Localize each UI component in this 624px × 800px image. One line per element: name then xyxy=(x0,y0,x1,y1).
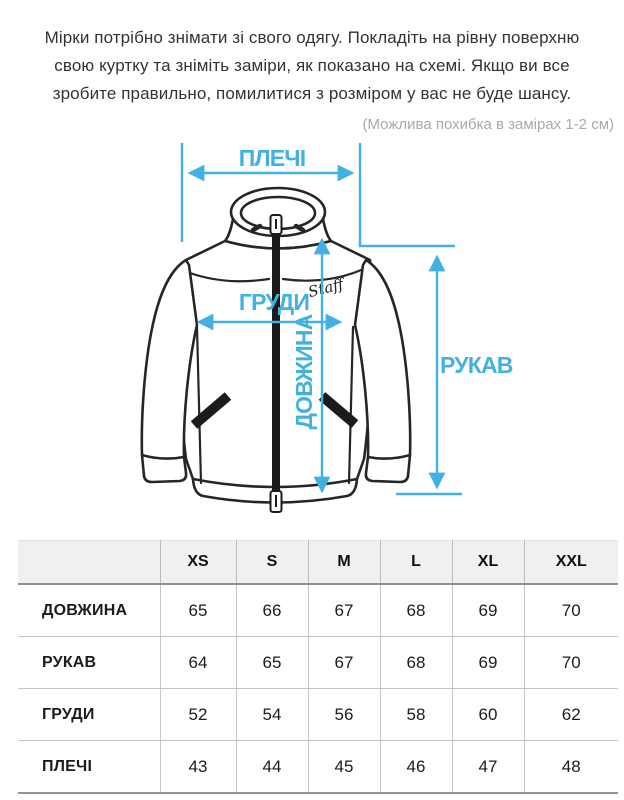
size-table-row-length xyxy=(18,584,618,637)
size-cell: 58 xyxy=(380,689,452,741)
size-cell: 44 xyxy=(236,741,308,794)
size-column-header: L xyxy=(380,541,452,585)
size-cell: 47 xyxy=(452,741,524,794)
size-column-header: M xyxy=(308,541,380,585)
size-table-row-chest xyxy=(18,689,618,741)
intro-line: зробите правильно, помилитися з розміром у вас не буде шансу. xyxy=(52,84,572,103)
jacket-measurement-diagram xyxy=(0,139,624,535)
size-cell: 65 xyxy=(160,584,236,637)
size-column-header: XS xyxy=(160,541,236,585)
size-cell: 64 xyxy=(160,637,236,689)
measurement-row-label: РУКАВ xyxy=(18,637,160,689)
size-cell: 70 xyxy=(524,584,618,637)
size-cell: 46 xyxy=(380,741,452,794)
size-table-corner-cell xyxy=(18,541,160,585)
size-cell: 56 xyxy=(308,689,380,741)
size-cell: 68 xyxy=(380,637,452,689)
size-cell: 66 xyxy=(236,584,308,637)
size-cell: 43 xyxy=(160,741,236,794)
size-table-row-sleeve xyxy=(18,637,618,689)
zipper-tape xyxy=(272,232,280,491)
measurement-row-label: ДОВЖИНА xyxy=(42,601,128,619)
size-column-header: XL xyxy=(452,541,524,585)
measurement-row-label: ПЛЕЧІ xyxy=(18,741,160,794)
label-sleeve: РУКАВ xyxy=(440,352,513,378)
size-cell: 68 xyxy=(380,584,452,637)
size-cell: 69 xyxy=(452,584,524,637)
size-table xyxy=(18,540,618,794)
intro-paragraph xyxy=(0,0,624,108)
size-column-header: XXL xyxy=(524,541,618,585)
size-cell: 70 xyxy=(524,637,618,689)
shoulders-guide-right xyxy=(360,143,455,246)
size-cell: 54 xyxy=(236,689,308,741)
label-shoulders: ПЛЕЧІ xyxy=(238,145,306,171)
size-cell: 48 xyxy=(524,741,618,794)
size-cell: 69 xyxy=(452,637,524,689)
size-cell: 65 xyxy=(236,637,308,689)
size-cell: 67 xyxy=(308,584,380,637)
measurement-row-label: ГРУДИ xyxy=(18,689,160,741)
size-cell: 60 xyxy=(452,689,524,741)
size-table-row-shoulders xyxy=(18,741,618,794)
label-length: ДОВЖИНА xyxy=(291,314,317,430)
intro-line: свою куртку та зніміть заміри, як показано на схемі. Якщо ви все xyxy=(54,56,570,75)
size-table-header-row xyxy=(18,541,618,585)
label-chest: ГРУДИ xyxy=(238,289,310,315)
size-column-header: S xyxy=(236,541,308,585)
brand-logo: Staff xyxy=(306,274,346,302)
tolerance-note: (Можлива похибка в замірах 1-2 см) xyxy=(362,116,614,133)
size-cell: 45 xyxy=(308,741,380,794)
size-cell: 67 xyxy=(308,637,380,689)
size-cell: 52 xyxy=(160,689,236,741)
intro-line: Мірки потрібно знімати зі свого одягу. Покладіть на рівну поверхню xyxy=(44,28,580,47)
size-cell: 62 xyxy=(524,689,618,741)
